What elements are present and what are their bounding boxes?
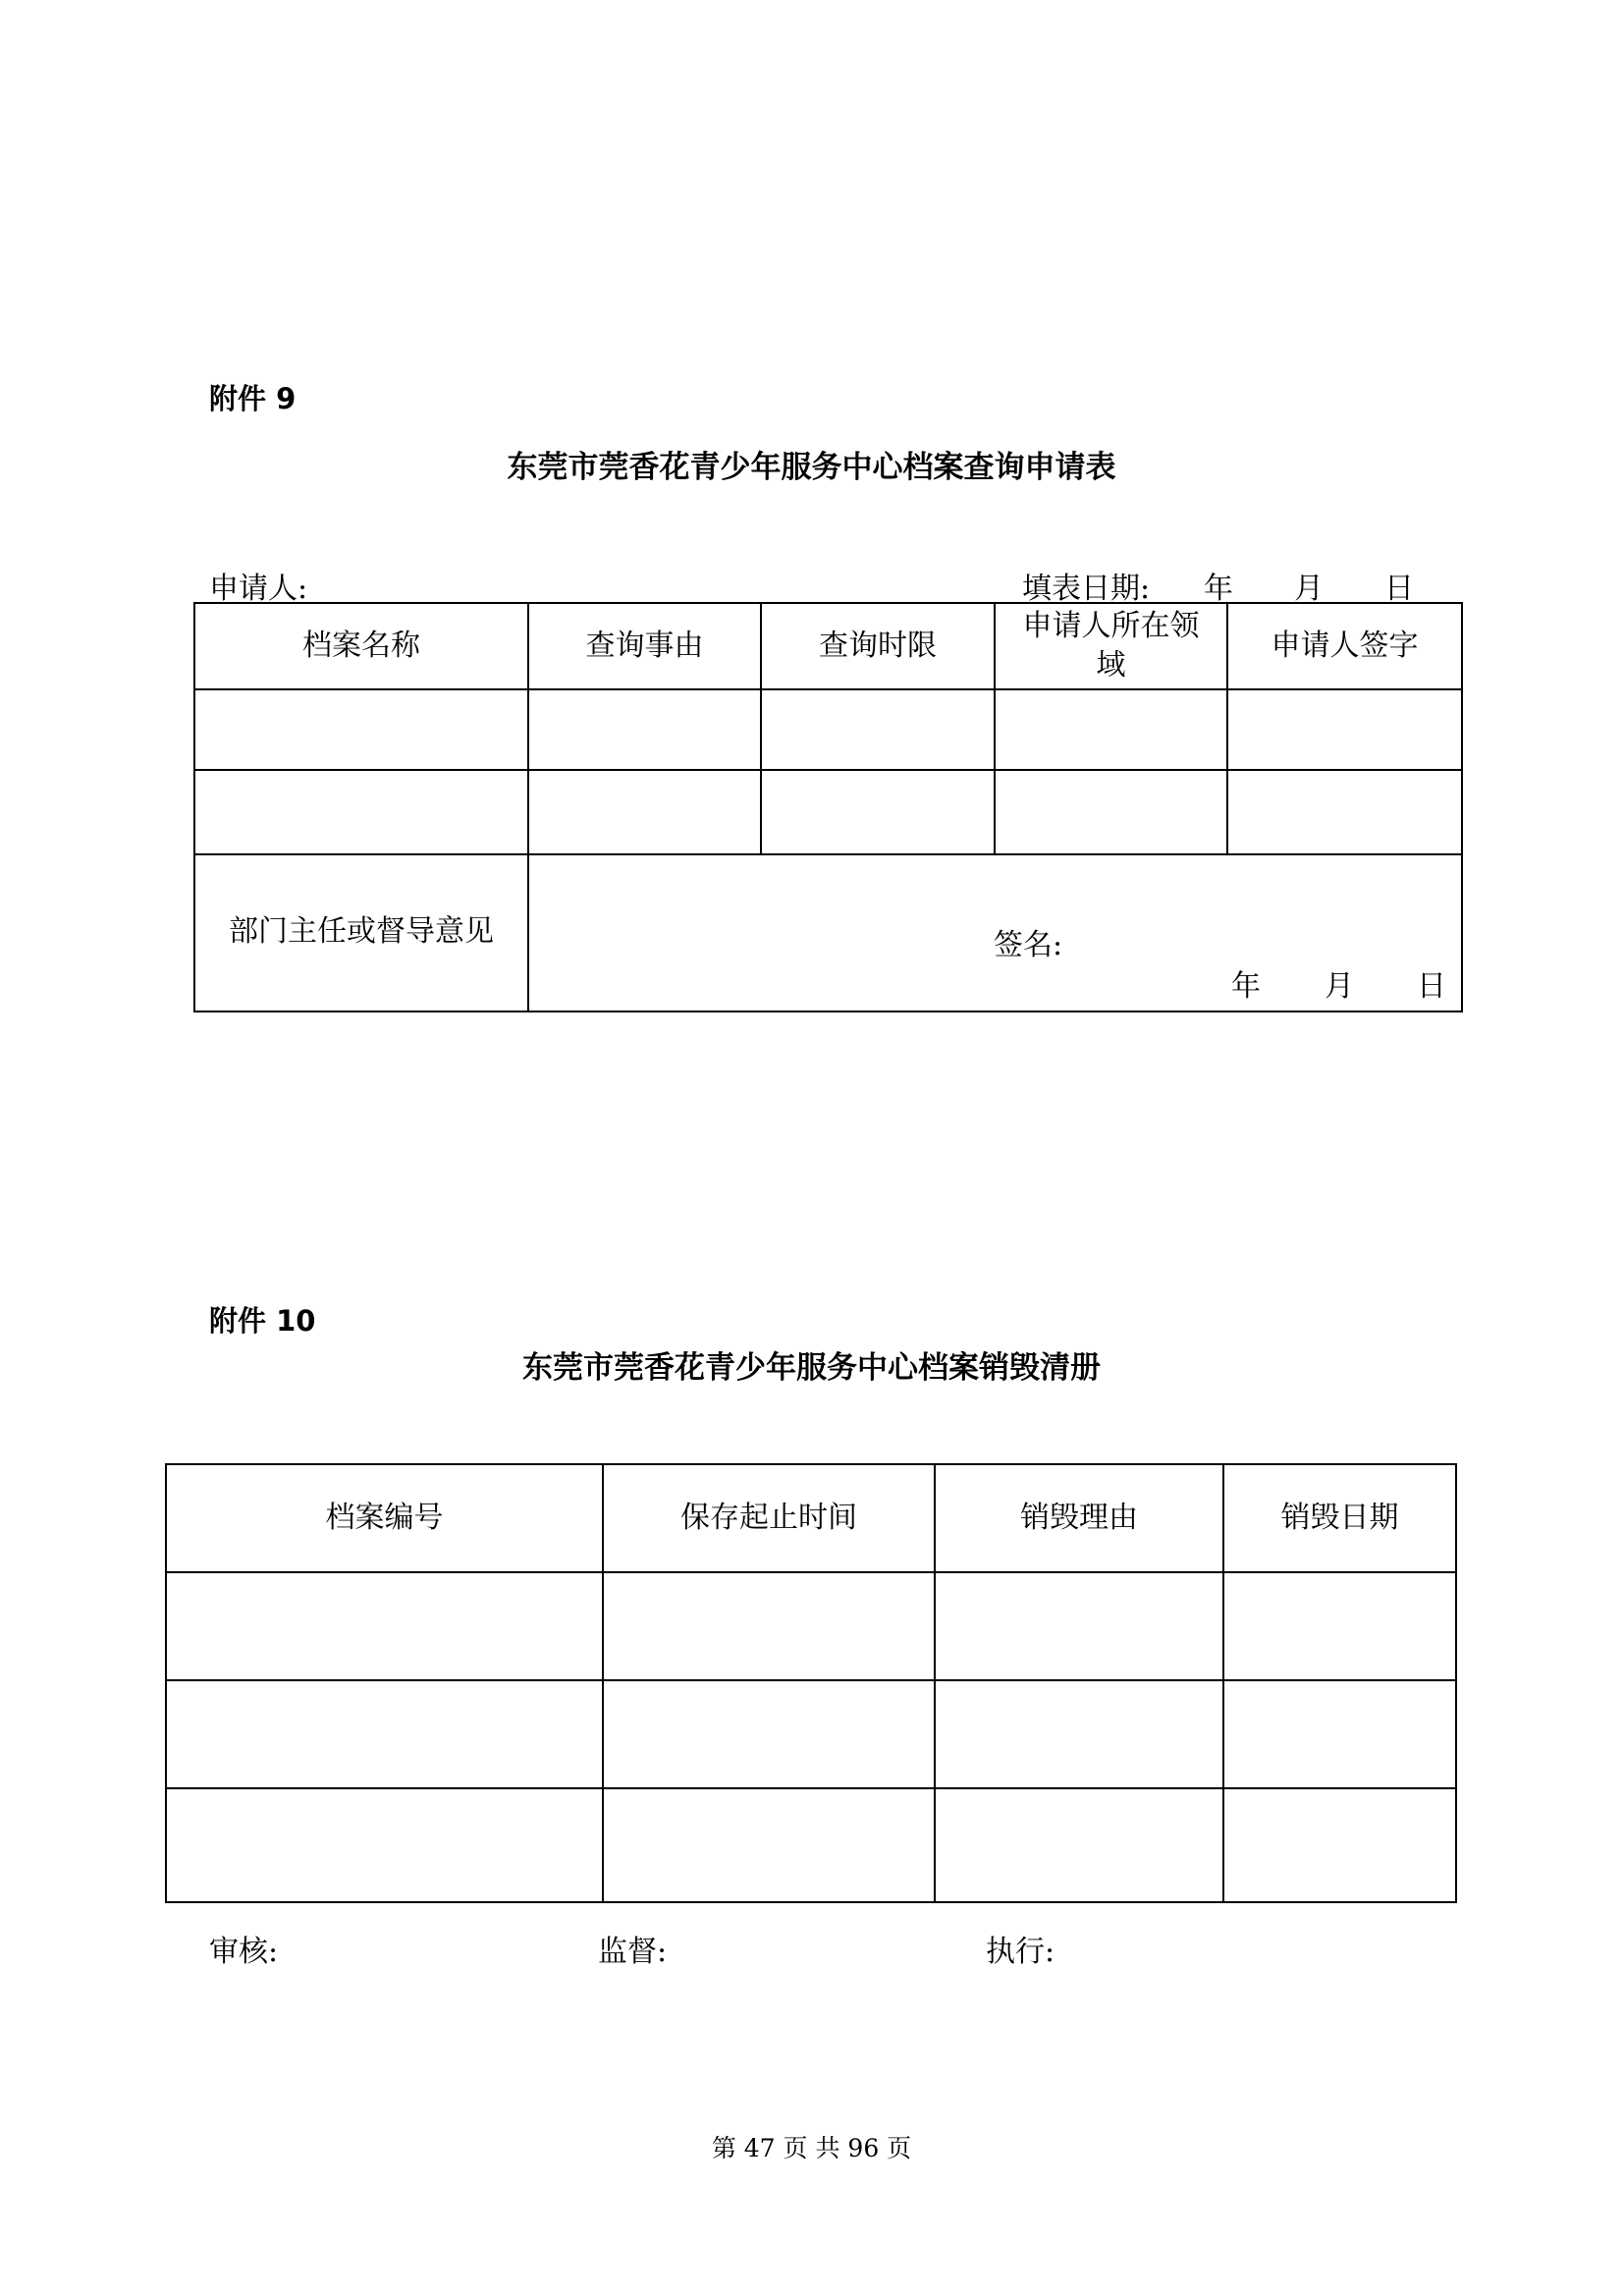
- table-cell[interactable]: [1223, 1788, 1456, 1902]
- table-cell[interactable]: [166, 1680, 603, 1788]
- table-row: [166, 1572, 1456, 1680]
- table-row: [166, 1788, 1456, 1902]
- table-cell[interactable]: [935, 1680, 1223, 1788]
- destruction-list-title: 东莞市莞香花青少年服务中心档案销毁清册: [522, 1350, 1101, 1386]
- col-retention-period: 保存起止时间: [603, 1464, 935, 1572]
- table-cell[interactable]: [995, 770, 1227, 854]
- col-archive-number: 档案编号: [166, 1464, 603, 1572]
- col-applicant-field-label: 申请人所在领域: [1022, 609, 1200, 683]
- table-cell[interactable]: [166, 1788, 603, 1902]
- fill-date-month: 月: [1294, 572, 1324, 606]
- query-application-table: [193, 602, 1463, 1012]
- table-cell[interactable]: [995, 689, 1227, 770]
- table-cell[interactable]: [761, 770, 995, 854]
- table-header-row: [166, 1464, 1456, 1572]
- fill-date-year: 年: [1204, 572, 1233, 606]
- table-cell[interactable]: [166, 1572, 603, 1680]
- review-label: 审核:: [209, 1935, 279, 1969]
- supervise-label: 监督:: [598, 1935, 668, 1969]
- col-applicant-field: [995, 603, 1227, 689]
- col-destruction-date: 销毁日期: [1223, 1464, 1456, 1572]
- sign-year: 年: [1231, 969, 1261, 1004]
- attachment-10-heading: 附件 10: [209, 1304, 316, 1338]
- table-cell[interactable]: [603, 1572, 935, 1680]
- table-cell[interactable]: [603, 1680, 935, 1788]
- table-cell[interactable]: [528, 689, 761, 770]
- table-cell[interactable]: [603, 1788, 935, 1902]
- opinion-label: 部门主任或督导意见: [194, 854, 528, 1011]
- table-row: [194, 689, 1462, 770]
- table-cell[interactable]: [761, 689, 995, 770]
- col-archive-name: 档案名称: [194, 603, 528, 689]
- table-cell[interactable]: [1227, 689, 1462, 770]
- table-row: [166, 1680, 1456, 1788]
- sign-day: 日: [1417, 969, 1446, 1004]
- fill-date-day: 日: [1384, 572, 1414, 606]
- signature-label: 签名:: [994, 928, 1063, 962]
- table-header-row: [194, 603, 1462, 689]
- sign-month: 月: [1325, 969, 1354, 1004]
- table-cell[interactable]: [528, 770, 761, 854]
- applicant-label: 申请人:: [209, 572, 308, 606]
- col-query-reason: 查询事由: [528, 603, 761, 689]
- col-query-period: 查询时限: [761, 603, 995, 689]
- table-cell[interactable]: [1223, 1680, 1456, 1788]
- page-number: 第 47 页 共 96 页: [711, 2134, 912, 2162]
- table-cell[interactable]: [1223, 1572, 1456, 1680]
- table-cell[interactable]: [194, 770, 528, 854]
- attachment-9-heading: 附件 9: [209, 382, 297, 415]
- table-cell[interactable]: [935, 1572, 1223, 1680]
- table-cell[interactable]: [194, 689, 528, 770]
- fill-date-label: 填表日期:: [1022, 572, 1151, 606]
- table-cell[interactable]: [935, 1788, 1223, 1902]
- opinion-cell[interactable]: [528, 854, 1462, 1011]
- col-applicant-signature: 申请人签字: [1227, 603, 1462, 689]
- execute-label: 执行:: [986, 1935, 1055, 1969]
- table-cell[interactable]: [1227, 770, 1462, 854]
- destruction-list-table: [165, 1463, 1457, 1903]
- col-destruction-reason: 销毁理由: [935, 1464, 1223, 1572]
- opinion-row: [194, 854, 1462, 1011]
- table-row: [194, 770, 1462, 854]
- query-form-title: 东莞市莞香花青少年服务中心档案查询申请表: [507, 450, 1116, 485]
